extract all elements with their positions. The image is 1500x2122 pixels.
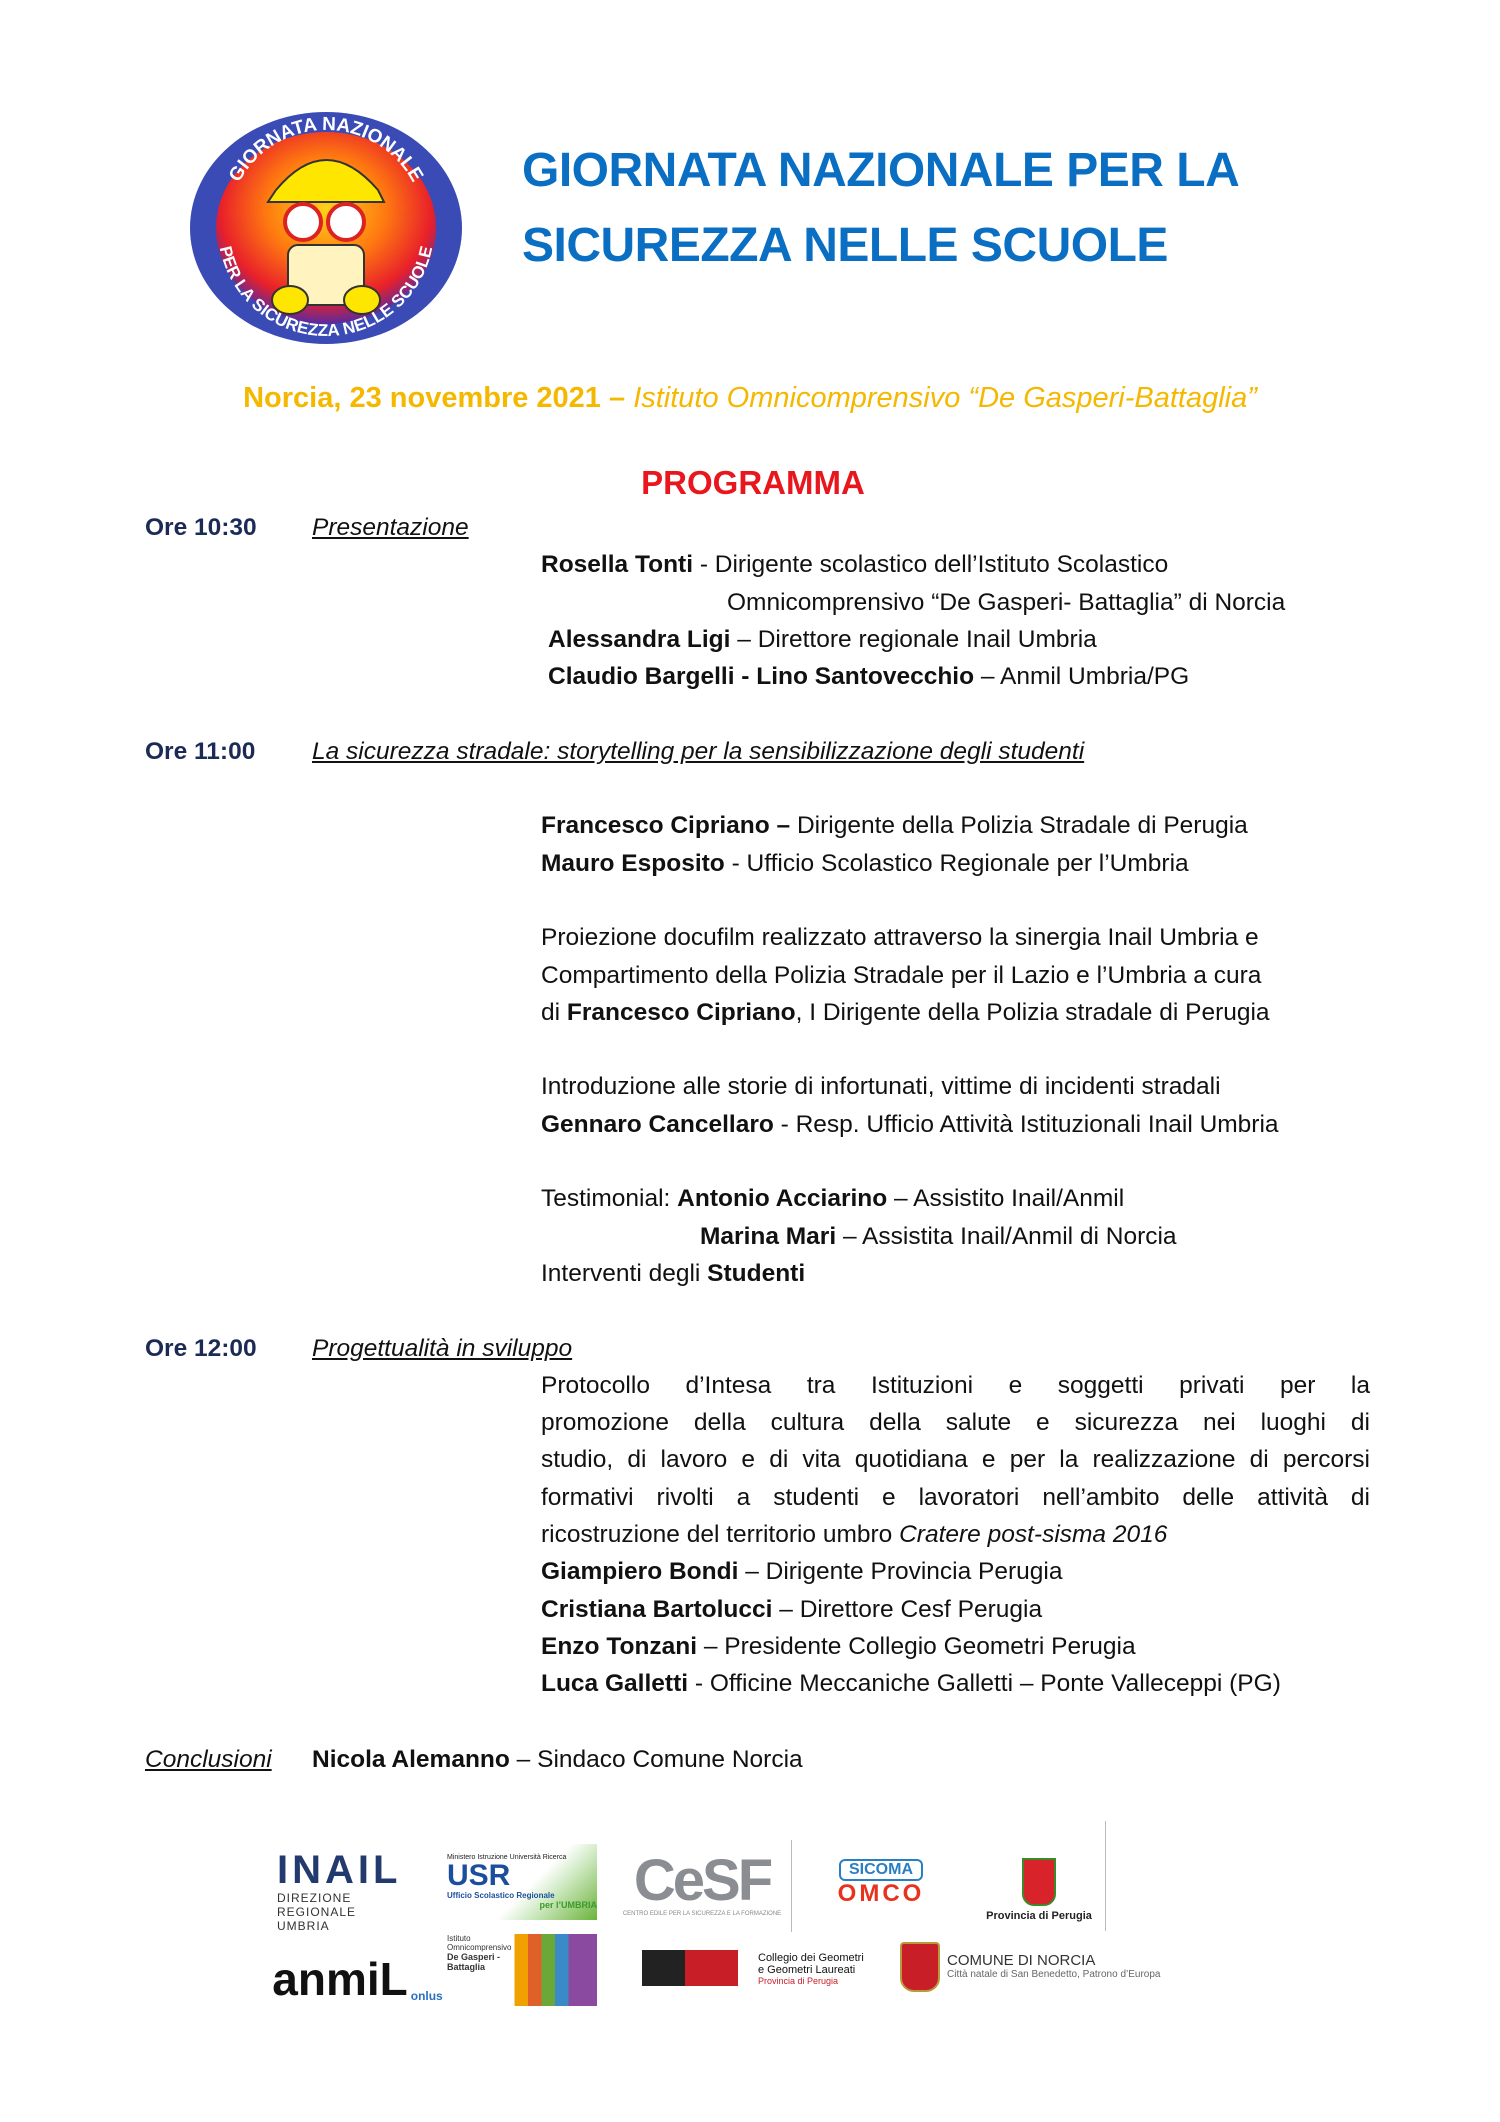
line-text: studio, di lavoro e di vita quotidiana e per la realizzazione di percorsi: [541, 1446, 1370, 1474]
anmil-logo: anmiL onlus: [272, 1953, 443, 2005]
program-line: [548, 621, 1377, 658]
session-block: [0, 546, 1500, 695]
page-title-line2: SICUREZZA NELLE SCUOLE: [522, 219, 1168, 272]
line-text: ricostruzione del territorio umbro: [541, 1521, 900, 1549]
program-line: [541, 1591, 1370, 1628]
divider: [791, 1840, 792, 1932]
line-text: Introduzione alle storie di infortunati, vittime di incidenti stradali: [541, 1073, 1221, 1101]
page-title-line1: GIORNATA NAZIONALE PER LA: [522, 144, 1240, 197]
program-line: [541, 1404, 1370, 1441]
line-text: - Officine Meccaniche Galletti – Ponte Valleceppi (PG): [688, 1670, 1281, 1698]
comune-norcia-logo: COMUNE DI NORCIA Città natale di San Benedetto, Patrono d’Europa: [947, 1952, 1161, 1980]
session-time: Ore 11:00: [145, 737, 256, 765]
speaker-name: Claudio Bargelli - Lino Santovecchio: [548, 663, 975, 691]
line-text: – Direttore regionale Inail Umbria: [730, 625, 1097, 653]
line-text: - Resp. Ufficio Attività Istituzionali Inail Umbria: [773, 1110, 1279, 1138]
speaker-name: Alessandra Ligi: [548, 625, 731, 653]
speaker-name: Cristiana Bartolucci: [541, 1595, 773, 1623]
svg-text:PER LA SICUREZZA NELLE SCUOLE: PER LA SICUREZZA NELLE SCUOLE: [215, 244, 437, 341]
program-session: [0, 509, 1500, 695]
inail-logo: INAIL DIREZIONE REGIONALE UMBRIA: [277, 1848, 402, 1933]
speaker-name: Rosella Tonti: [541, 551, 694, 579]
program-session: [0, 733, 1500, 1292]
program-line: [541, 1106, 1370, 1143]
program-line: [541, 1479, 1370, 1516]
speaker-name: Gennaro Cancellaro: [541, 1110, 774, 1138]
program-line: [541, 1367, 1370, 1404]
norcia-crest-icon: [900, 1942, 940, 1992]
speaker-name: Mauro Esposito: [541, 849, 725, 877]
session-time: Ore 10:30: [145, 514, 257, 541]
event-logo: [188, 110, 464, 346]
line-text: Protocollo d’Intesa tra Istituzioni e soggetti privati per la: [541, 1371, 1370, 1399]
program-schedule: [0, 509, 1500, 1740]
line-text: – Assistito Inail/Anmil: [887, 1185, 1125, 1213]
line-text: Compartimento della Polizia Stradale per il Lazio e l’Umbria a cura: [541, 961, 1262, 989]
program-line: [541, 845, 1370, 882]
line-text: Interventi degli: [541, 1259, 708, 1287]
session-title: La sicurezza stradale: storytelling per la sensibilizzazione degli studenti: [312, 737, 1085, 765]
program-heading: PROGRAMMA: [641, 464, 865, 501]
line-text: Omnicomprensivo “De Gasperi- Battaglia” di Norcia: [727, 588, 1286, 616]
line-text: Proiezione docufilm realizzato attraverso la sinergia Inail Umbria e: [541, 924, 1259, 952]
line-text: Cratere post-sisma 2016: [899, 1521, 1168, 1549]
speaker-name: Marina Mari: [700, 1222, 837, 1250]
speaker-name: Francesco Cipriano –: [541, 812, 797, 840]
line-text: di: [541, 998, 567, 1026]
conclusion-role: – Sindaco Comune Norcia: [509, 1746, 803, 1773]
line-text: Dirigente della Polizia Stradale di Perugia: [796, 812, 1248, 840]
program-line: [541, 1068, 1370, 1105]
speaker-name: Giampiero Bondi: [541, 1558, 739, 1586]
line-text: formativi rivolti a studenti e lavoratori nell’ambito delle attività di: [541, 1483, 1370, 1511]
program-line: [541, 957, 1370, 994]
event-date: Norcia, 23 novembre 2021: [243, 382, 601, 414]
line-text: – Presidente Collegio Geometri Perugia: [697, 1632, 1136, 1660]
line-text: – Dirigente Provincia Perugia: [738, 1558, 1063, 1586]
program-session: [0, 1330, 1500, 1703]
event-date-venue: [0, 382, 1500, 415]
session-block: [0, 1180, 1500, 1292]
program-line: [541, 1553, 1370, 1590]
session-block: [0, 1367, 1500, 1703]
program-line: [541, 919, 1370, 956]
program-line: [541, 1665, 1370, 1702]
program-line: [541, 994, 1370, 1031]
de-gasperi-battaglia-logo: Istituto Omnicomprensivo De Gasperi - Battaglia: [447, 1934, 597, 2006]
program-line: [548, 658, 1377, 695]
program-line: [541, 1628, 1370, 1665]
cesf-logo: CeSF CENTRO EDILE PER LA SICUREZZA E LA FORMAZIONE: [622, 1848, 782, 1917]
speaker-name: Antonio Acciarino: [677, 1185, 888, 1213]
provincia-perugia-logo: Provincia di Perugia: [982, 1850, 1096, 1930]
line-text: promozione della cultura della salute e sicurezza nei luoghi di: [541, 1409, 1370, 1437]
conclusion-label: Conclusioni: [145, 1746, 272, 1773]
session-time: Ore 12:00: [145, 1334, 257, 1362]
program-line: [727, 584, 1500, 621]
divider: [1105, 1821, 1106, 1931]
line-text: - Dirigente scolastico dell’Istituto Scolastico: [693, 551, 1169, 579]
collegio-geometri-emblem-icon: [642, 1950, 738, 1986]
program-line: [700, 1218, 1500, 1255]
usr-umbria-logo: Ministero Istruzione Università Ricerca USR Ufficio Scolastico Regionale per l’UMBRIA: [447, 1844, 597, 1920]
session-block: [0, 1068, 1500, 1143]
program-line: [541, 1255, 1370, 1292]
line-text: - Ufficio Scolastico Regionale per l’Umbria: [724, 849, 1189, 877]
program-line: [541, 1180, 1370, 1217]
sicoma-logo: SICOMA OMCO: [837, 1861, 925, 1907]
line-text: , I Dirigente della Polizia stradale di Perugia: [795, 998, 1270, 1026]
conclusion-line: [145, 1746, 803, 1774]
session-title: Progettualità in sviluppo: [312, 1334, 573, 1362]
session-title: Presentazione: [312, 514, 469, 541]
dash: –: [600, 382, 634, 414]
line-text: – Assistita Inail/Anmil di Norcia: [836, 1222, 1177, 1250]
line-text: – Direttore Cesf Perugia: [772, 1595, 1043, 1623]
speaker-name: Luca Galletti: [541, 1670, 689, 1698]
collegio-geometri-logo: Collegio dei Geometri e Geometri Laureati Provincia di Perugia: [758, 1952, 864, 1986]
program-line: [541, 1441, 1370, 1478]
session-block: [0, 919, 1500, 1031]
coat-of-arms-icon: [1022, 1858, 1056, 1906]
speaker-name: Francesco Cipriano: [566, 998, 796, 1026]
conclusion-speaker: Nicola Alemanno: [312, 1746, 510, 1773]
speaker-name: Studenti: [707, 1259, 806, 1287]
program-line: [541, 546, 1370, 583]
speaker-name: Enzo Tonzani: [541, 1632, 698, 1660]
event-venue: Istituto Omnicomprensivo “De Gasperi-Battaglia”: [633, 382, 1257, 414]
session-block: [0, 807, 1500, 882]
program-line: [541, 1516, 1370, 1553]
line-text: – Anmil Umbria/PG: [974, 663, 1190, 691]
line-text: Testimonial:: [541, 1185, 678, 1213]
svg-text:GIORNATA NAZIONALE: GIORNATA NAZIONALE: [225, 113, 427, 186]
program-line: [541, 807, 1370, 844]
